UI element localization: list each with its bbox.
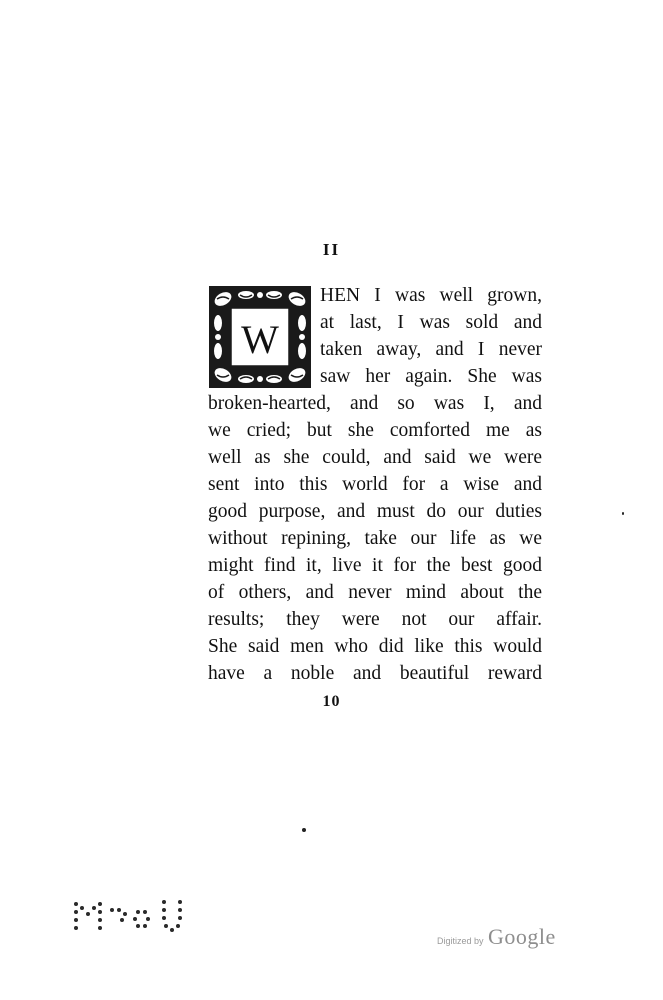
text-line: taken away, and I never [320,339,542,360]
digitized-watermark [437,924,556,950]
text-line: HEN I was well grown, [320,285,542,306]
text-line: sent into this world for a wise and [208,474,542,495]
library-stamp [72,896,184,940]
text-line: She said men who did like this would [208,636,542,657]
google-logo: Google [487,924,556,949]
dropcap-row [208,282,542,390]
text-line: saw her again. She was [320,366,542,387]
text-line: results; they were not our affair. [208,609,542,630]
page-number: 10 [322,693,341,710]
watermark-prefix: Digitized by [437,936,484,946]
ink-speck [622,512,624,515]
dropcap-lines [320,282,542,390]
text-line: good purpose, and must do our duties [208,501,542,522]
text-line: well as she could, and said we were [208,447,542,468]
chapter-numeral: II [322,240,341,259]
text-line: we cried; but she comforted me as [208,420,542,441]
text-line: at last, I was sold and [320,312,542,333]
text-block [208,282,542,687]
ornamental-initial-icon [208,285,312,389]
dropcap-letter: W [241,317,279,362]
ink-speck [302,828,306,832]
text-line: might find it, live it for the best good [208,555,542,576]
text-line: have a noble and beautiful reward [208,663,542,684]
text-line: broken-hearted, and so was I, and [208,393,542,414]
text-line: without repining, take our life as we [208,528,542,549]
text-line: of others, and never mind about the [208,582,542,603]
